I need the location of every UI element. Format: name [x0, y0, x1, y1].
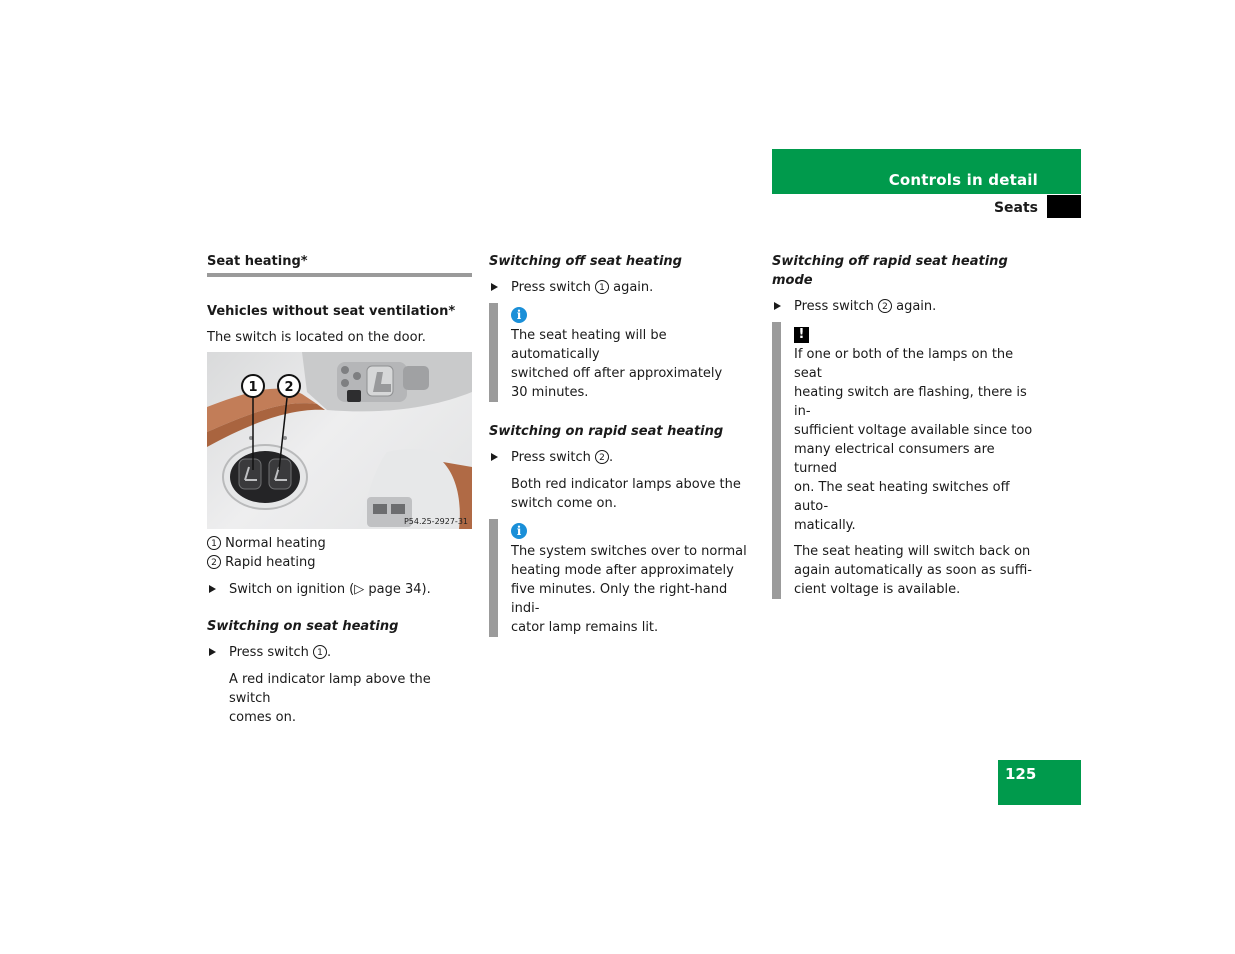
figure-legend [207, 534, 472, 572]
info-icon: i [511, 523, 527, 539]
step-press-switch-2-again [772, 297, 1037, 316]
note-line: five minutes. Only the right-hand indi- [511, 582, 728, 616]
step-text: . [326, 645, 332, 660]
legend-number: 2 [207, 555, 221, 569]
intro-text: The switch is located on the door. [207, 330, 426, 345]
legend-item [207, 534, 472, 553]
switch-number: 1 [595, 280, 609, 294]
rapid-on-heading: Switching on rapid seat heating [489, 424, 724, 439]
result-line: Both red indicator lamps above the [511, 477, 741, 492]
switch-off-heading: Switching off seat heating [489, 254, 682, 269]
legend-text: Normal heating [225, 536, 326, 551]
info-icon: i [511, 307, 527, 323]
step-ignition [207, 580, 472, 599]
step-text: again. [891, 299, 937, 314]
figure-code: P54.25-2927-31 [403, 517, 468, 526]
step-press-switch-1-again [489, 278, 754, 297]
switch-on-result [207, 670, 472, 727]
door-switch-illustration [207, 352, 472, 529]
note-line: heating mode after approximately [511, 563, 734, 578]
seat-heating-heading: Seat heating* [207, 254, 308, 269]
note-line: sufficient voltage available since too [794, 423, 1033, 438]
vehicles-subheading: Vehicles without seat ventilation* [207, 304, 456, 319]
switch-number: 1 [313, 645, 327, 659]
step-text: Press switch [229, 645, 313, 660]
switch-on-heading: Switching on seat heating [207, 619, 399, 634]
section-header-bar [772, 149, 1081, 194]
rapid-off-heading: Switching off rapid seat heating mode [772, 254, 1008, 288]
legend-text: Rapid heating [225, 555, 316, 570]
note-line: many electrical consumers are turned [794, 442, 995, 476]
page-ref-arrow-icon: ▷ [354, 582, 365, 597]
note-line: If one or both of the lamps on the seat [794, 347, 1014, 381]
result-line: switch come on. [511, 496, 617, 511]
subsection-marker [1047, 195, 1081, 218]
result-line: A red indicator lamp above the switch [229, 672, 431, 706]
bullet-triangle-icon [209, 648, 216, 656]
step-press-switch-1 [207, 643, 472, 662]
bullet-triangle-icon [491, 283, 498, 291]
step-text: Press switch [511, 450, 595, 465]
column-2 [489, 252, 754, 637]
switch-number: 2 [595, 450, 609, 464]
legend-number: 1 [207, 536, 221, 550]
note-line: cient voltage is available. [794, 582, 961, 597]
column-3 [772, 252, 1037, 599]
subsection-title: Seats [993, 200, 1038, 216]
figure-callout-2: 2 [284, 380, 294, 395]
step-text: Switch on ignition ( [229, 582, 355, 597]
figure-callout-1: 1 [248, 380, 258, 395]
result-line: comes on. [229, 710, 296, 725]
step-text: again. [608, 280, 654, 295]
note-line: The seat heating will be automatically [511, 328, 667, 362]
door-switch-figure [207, 352, 472, 529]
step-text: . [608, 450, 614, 465]
note-line: The seat heating will switch back on [794, 544, 1031, 559]
info-note-normal-mode [489, 519, 754, 637]
page-number-box [998, 760, 1081, 805]
legend-item [207, 553, 472, 572]
section-title: Controls in detail [888, 171, 1038, 189]
column-1 [207, 252, 472, 727]
note-line: 30 minutes. [511, 385, 589, 400]
bullet-triangle-icon [491, 453, 498, 461]
note-line: switched off after approximately [511, 366, 723, 381]
note-line: heating switch are flashing, there is in- [794, 385, 1027, 419]
heading-rule [207, 273, 472, 277]
rapid-on-result [489, 475, 754, 513]
note-line: The system switches over to normal [511, 544, 747, 559]
bullet-triangle-icon [774, 302, 781, 310]
note-line: cator lamp remains lit. [511, 620, 659, 635]
warning-note-voltage [772, 322, 1037, 599]
note-line: matically. [794, 518, 856, 533]
page-number: 125 [1005, 765, 1037, 783]
info-note-auto-off [489, 303, 754, 402]
page-ref-text[interactable]: page 34). [364, 582, 431, 597]
switch-number: 2 [878, 299, 892, 313]
warning-icon: ! [794, 327, 809, 343]
note-line: again automatically as soon as suffi- [794, 563, 1032, 578]
step-text: Press switch [794, 299, 878, 314]
step-text: Press switch [511, 280, 595, 295]
bullet-triangle-icon [209, 585, 216, 593]
note-line: on. The seat heating switches off auto- [794, 480, 1010, 514]
step-press-switch-2 [489, 448, 754, 467]
